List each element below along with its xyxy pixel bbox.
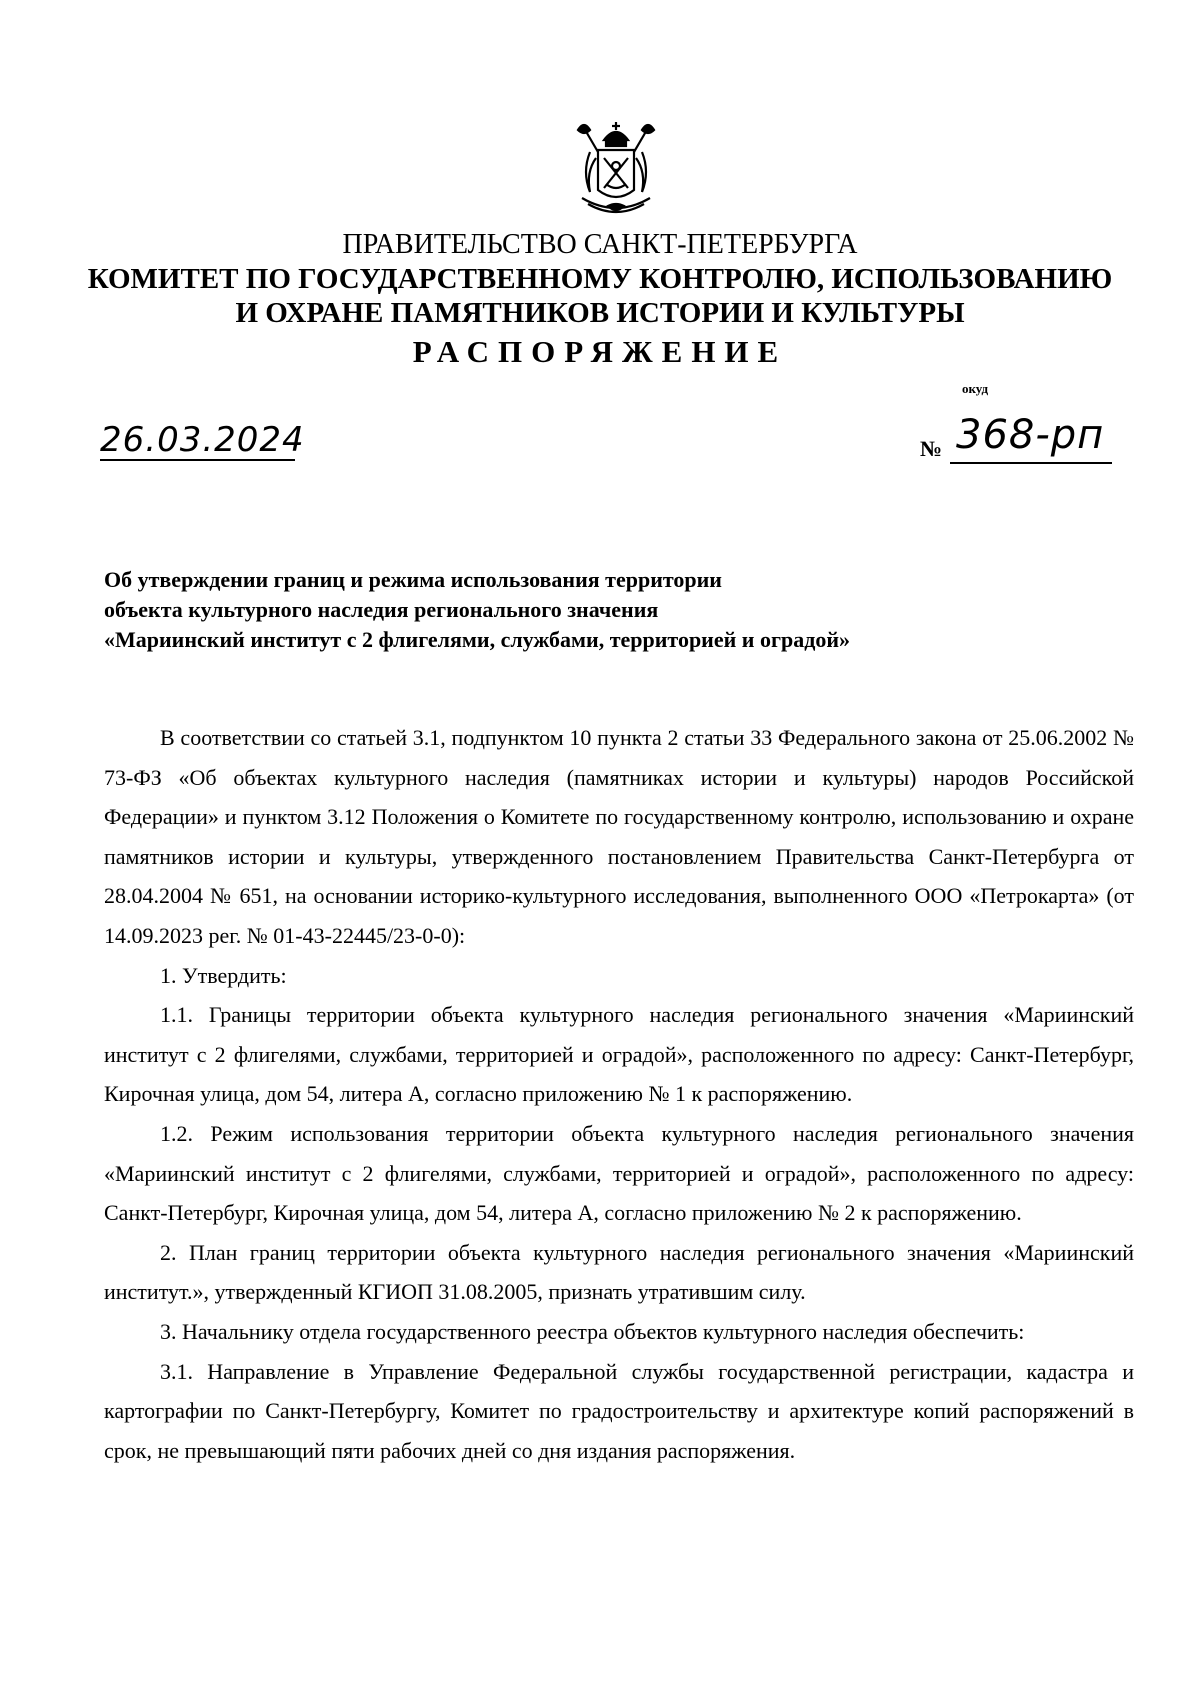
document-date: 26.03.2024	[100, 420, 305, 460]
committee-line-1: КОМИТЕТ ПО ГОСУДАРСТВЕННОМУ КОНТРОЛЮ, ИСПОЛЬЗОВАНИЮ	[87, 263, 1113, 295]
number-underline	[950, 462, 1112, 464]
date-underline	[100, 459, 295, 461]
document-title	[104, 565, 1004, 655]
paragraph-3: 3. Начальнику отдела государственного реестра объектов культурного наследия обеспечить:	[160, 1318, 1025, 1344]
title-line-3: «Мариинский институт с 2 флигелями, службами, территорией и оградой»	[104, 627, 851, 652]
document-type: РАСПОРЯЖЕНИЕ	[412, 334, 788, 369]
document-number: 368-рп	[956, 412, 1105, 458]
document-body	[104, 718, 1134, 1470]
paragraph-1-1: 1.1. Границы территории объекта культурного наследия регионального значения «Мариинский институт с 2 флигелями, службами, территорией и оградой», расположенного по адресу: Санкт-Петербург, Кирочная улица, дом 54, литера А, согласно приложению № 1 к распоряжению.	[104, 1002, 1134, 1107]
paragraph-preamble: В соответствии со статьей 3.1, подпунктом 10 пункта 2 статьи 33 Федерального закона от 25.06.2002 № 73-ФЗ «Об объектах культурного наследия (памятниках истории и культуры) народов Российской Федерации» и пунктом 3.12 Положения о Комитете по государственному контролю, использованию и охране памятников истории и культуры, утвержденного постановлением Правительства Санкт-Петербурга от 28.04.2004 № 651, на основании историко-культурного исследования, выполненного ООО «Петрокарта» (от 14.09.2023 рег. № 01-43-22445/23-0-0):	[104, 725, 1134, 948]
paragraph-3-1: 3.1. Направление в Управление Федеральной службы государственной регистрации, кадастра и картографии по Санкт-Петербургу, Комитет по градостроительству и архитектуре копий распоряжений в срок, не превышающий пяти рабочих дней со дня издания распоряжения.	[104, 1358, 1134, 1463]
committee-name	[0, 262, 1200, 330]
paragraph-1: 1. Утвердить:	[160, 962, 287, 988]
committee-line-2: И ОХРАНЕ ПАМЯТНИКОВ ИСТОРИИ И КУЛЬТУРЫ	[235, 297, 965, 329]
title-line-2: объекта культурного наследия регионального значения	[104, 597, 659, 622]
number-sign: №	[920, 436, 943, 461]
paragraph-1-2: 1.2. Режим использования территории объекта культурного наследия регионального значения «Мариинский институт с 2 флигелями, службами, территорией и оградой», расположенного по адресу: Санкт-Петербург, Кирочная улица, дом 54, литера А, согласно приложению № 2 к распоряжению.	[104, 1120, 1134, 1226]
paragraph-2: 2. План границ территории объекта культурного наследия регионального значения «Мариинский институт.», утвержденный КГИОП 31.08.2005, признать утратившим силу.	[104, 1239, 1134, 1305]
title-line-1: Об утверждении границ и режима использования территории	[104, 567, 722, 592]
okud-label: окуд	[962, 381, 989, 396]
coat-of-arms-icon	[568, 118, 664, 222]
government-name: ПРАВИТЕЛЬСТВО САНКТ-ПЕТЕРБУРГА	[342, 229, 858, 260]
